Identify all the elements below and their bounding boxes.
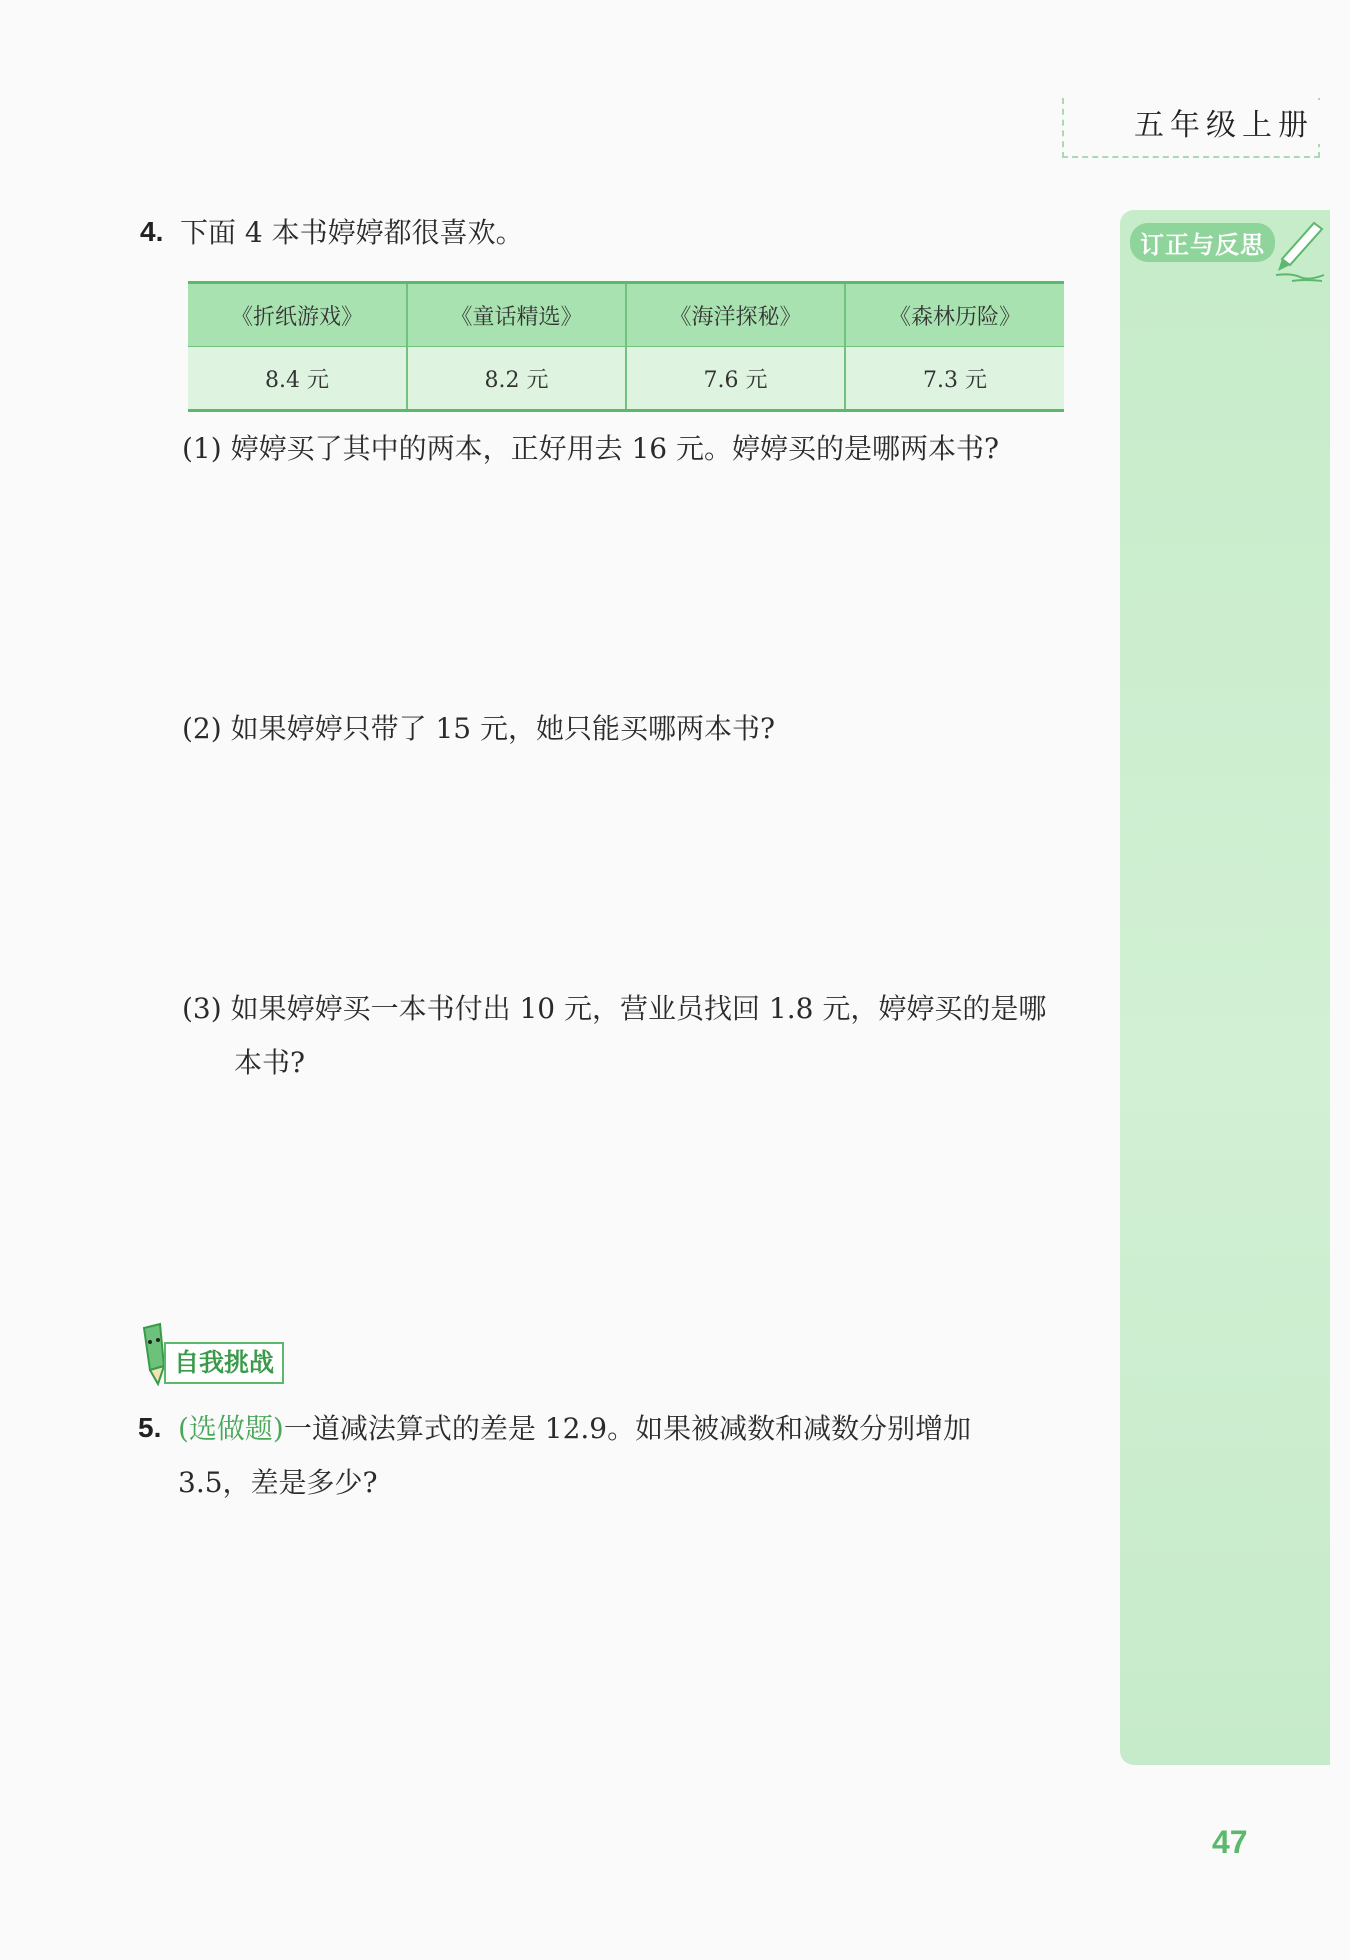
self-challenge-label: 自我挑战 <box>164 1342 284 1384</box>
book-title-cell: 《森林历险》 <box>845 283 1064 347</box>
book-price-cell: 7.3 元 <box>845 347 1064 411</box>
book-title-cell: 《童话精选》 <box>407 283 626 347</box>
question-4-part-1: (1) 婷婷买了其中的两本，正好用去 16 元。婷婷买的是哪两本书? <box>182 432 1000 465</box>
page-number: 47 <box>1212 1824 1248 1860</box>
correction-panel <box>1120 210 1330 1765</box>
correction-panel-title: 订正与反思 <box>1130 223 1275 262</box>
book-title-cell: 《折纸游戏》 <box>188 283 407 347</box>
book-title-cell: 《海洋探秘》 <box>626 283 845 347</box>
question-4-text: 下面 4 本书婷婷都很喜欢。 <box>180 216 524 249</box>
self-challenge-badge <box>136 1322 316 1388</box>
grade-label: 五年级上册 <box>1128 100 1320 144</box>
question-4-part-3-line-2: 本书? <box>234 1046 306 1079</box>
book-price-cell: 7.6 元 <box>626 347 845 411</box>
book-price-cell: 8.4 元 <box>188 347 407 411</box>
question-5-line-2: 3.5，差是多少? <box>178 1466 378 1499</box>
question-5-line-1 <box>178 1402 971 1456</box>
book-price-cell: 8.2 元 <box>407 347 626 411</box>
question-4-part-2: (2) 如果婷婷只带了 15 元，她只能买哪两本书? <box>182 712 776 745</box>
book-title-row <box>188 283 1064 347</box>
question-4-part-3-line-1: (3) 如果婷婷买一本书付出 10 元，营业员找回 1.8 元，婷婷买的是哪 <box>182 992 1047 1025</box>
question-4-number: 4. <box>140 216 164 247</box>
pencil-icon <box>1270 215 1330 285</box>
book-price-row <box>188 347 1064 411</box>
correction-panel-header <box>1130 215 1320 285</box>
question-5-line-1-text: 一道减法算式的差是 12.9。如果被减数和减数分别增加 <box>283 1412 972 1445</box>
question-5-number: 5. <box>138 1412 162 1443</box>
optional-tag: (选做题) <box>178 1412 284 1445</box>
book-price-table <box>188 281 1064 412</box>
